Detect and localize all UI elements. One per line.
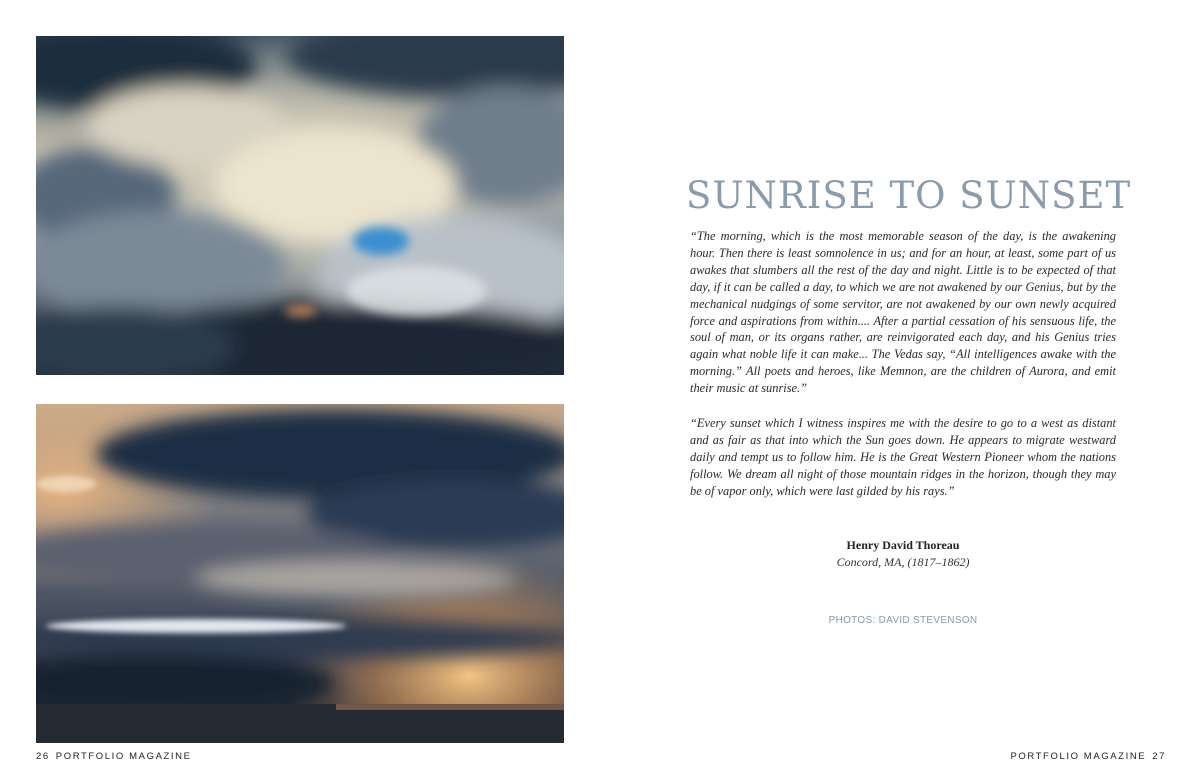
right-magazine-label: PORTFOLIO MAGAZINE: [1010, 751, 1147, 762]
sunset-quote: “Every sunset which I witness inspires me with the desire to go to a west as distant and as fair as that into which the Sun goes down. He appears to migrate westward daily and tempt us to follow him. He is the Great Western Pioneer whom the nations follow. We dream all night of those mountain ridges in the horizon, though they may be of vapor only, which were last gilded by his rays.”: [690, 416, 1116, 498]
quote-attribution: [690, 538, 1116, 570]
storm-clouds-photo: [36, 36, 564, 375]
right-page-footer: [1004, 751, 1166, 762]
author-name: Henry David Thoreau: [846, 538, 960, 552]
left-magazine-label: PORTFOLIO MAGAZINE: [55, 751, 192, 762]
morning-quote: “The morning, which is the most memorable season of the day, is the awakening hour. Then there is least somnolence in us; and for an hour, at least, some part of us awakes that slumbers all the rest of the day and night. Little is to be expected of that day, if it can be called a day, to which we are not awakened by our Genius, but by the mechanical nudgings of some servitor, are not awakened by our own newly acquired force and aspirations from within.... After a partial cessation of his sensuous life, the soul of man, or its organs rather, are reinvigorated each day, and his Genius tries again what noble life it can make... The Vedas say, “All intelligences awake with the morning.” All poets and heroes, like Memnon, are the children of Aurora, and emit their music at sunrise.”: [690, 229, 1116, 396]
sunset-ocean-image: [36, 404, 564, 743]
left-page-number: 26: [36, 751, 50, 762]
sunset-ocean-photo: [36, 404, 564, 743]
photo-credit: PHOTOS: DAVID STEVENSON: [828, 615, 978, 626]
author-place-dates: Concord, MA, (1817–1862): [836, 555, 970, 569]
left-page-footer: [36, 751, 198, 762]
article-title: SUNRISE TO SUNSET: [686, 174, 1132, 217]
storm-clouds-image: [36, 36, 564, 375]
right-page-number: 27: [1152, 751, 1166, 762]
